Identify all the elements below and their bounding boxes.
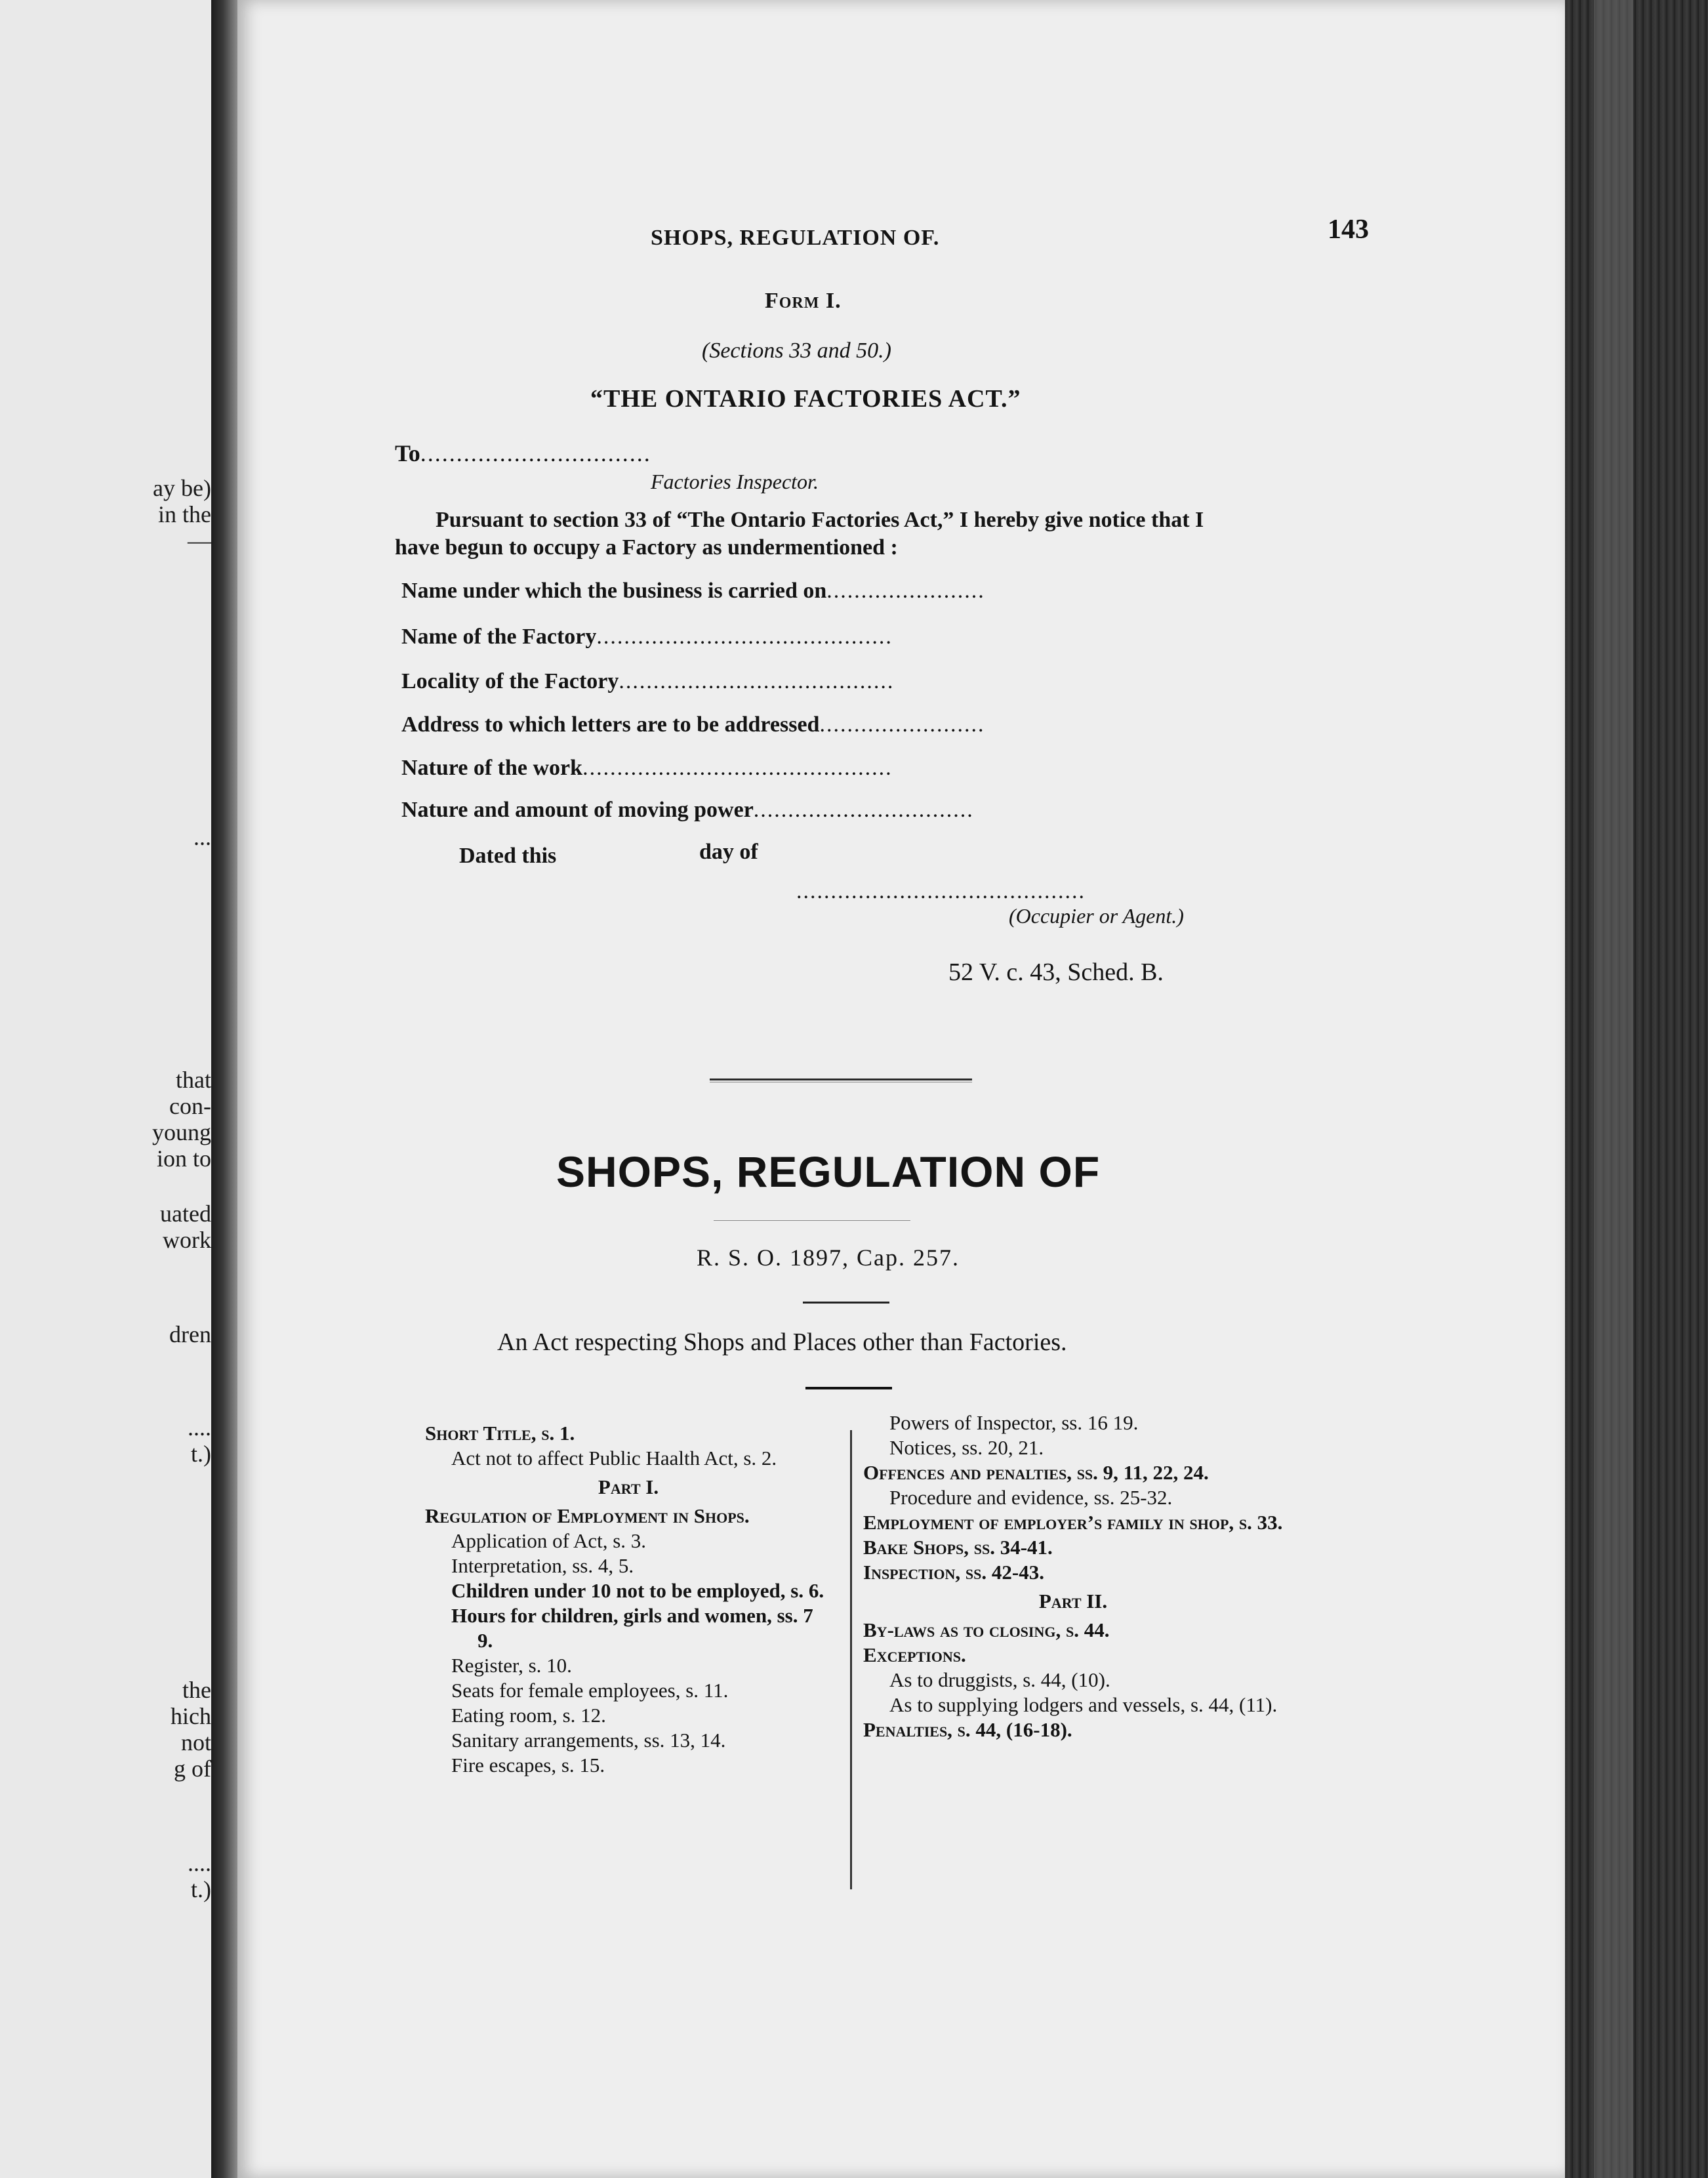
contents-entry: Sanitary arrangements, ss. 13, 14. <box>451 1729 726 1752</box>
contents-entry: Act not to affect Public Haalth Act, s. 2. <box>451 1447 777 1469</box>
form-field-factory-name <box>401 625 893 649</box>
facing-page-fragment: t.) <box>191 1876 211 1902</box>
contents-entry: Register, s. 10. <box>451 1654 572 1677</box>
facing-page-fragment: dren <box>169 1321 211 1347</box>
dated-label: Dated this <box>459 844 557 868</box>
facing-page-fragment: ay be) <box>153 475 211 501</box>
rso-reference: R. S. O. 1897, Cap. 257. <box>697 1244 960 1271</box>
field-blank: ........................................... <box>596 625 893 649</box>
contents-entry: Procedure and evidence, ss. 25-32. <box>889 1486 1173 1509</box>
contents-entry: Interpretation, ss. 4, 5. <box>451 1554 634 1577</box>
contents-entry: Penalties, s. 44, (16-18). <box>863 1718 1072 1741</box>
facing-page-fragment: — <box>188 527 211 554</box>
page-number: 143 <box>1328 215 1369 245</box>
field-label: Nature and amount of moving power <box>401 798 754 822</box>
notice-paragraph: Pursuant to section 33 of “The Ontario Factories Act,” I hereby give notice that I have begun to occupy a Factory as undermentioned : <box>395 508 1204 560</box>
field-blank: ....................... <box>826 579 985 603</box>
field-blank: ........................ <box>819 712 985 737</box>
contents-entry: Offences and penalties, ss. 9, 11, 22, 24. <box>863 1461 1209 1484</box>
fore-edge-strip <box>1594 0 1633 2178</box>
form-title: Form I. <box>765 289 842 313</box>
page-143 <box>237 0 1565 2178</box>
facing-page-fragment: con- <box>169 1093 211 1119</box>
contents-entry: Notices, ss. 20, 21. <box>889 1436 1044 1459</box>
contents-entry: By-laws as to closing, s. 44. <box>863 1618 1110 1641</box>
facing-page-fragment: young <box>152 1119 211 1145</box>
part-heading: Part II. <box>1038 1590 1108 1613</box>
addressee-line <box>395 440 651 467</box>
field-label: Locality of the Factory <box>401 669 619 693</box>
contents-entry: Eating room, s. 12. <box>451 1704 606 1727</box>
field-label: Name under which the business is carried on <box>401 579 827 603</box>
field-blank: ........................................ <box>619 669 895 693</box>
contents-entry: Powers of Inspector, ss. 16 19. <box>889 1411 1139 1434</box>
contents-entry: Fire escapes, s. 15. <box>451 1754 605 1777</box>
field-label: Name of the Factory <box>401 625 597 649</box>
field-label: Nature of the work <box>401 756 583 780</box>
contents-entry: As to supplying lodgers and vessels, s. 44, (11). <box>889 1693 1278 1716</box>
title-rule <box>714 1220 910 1221</box>
sections-reference: (Sections 33 and 50.) <box>702 339 891 363</box>
running-head: SHOPS, REGULATION OF. <box>651 226 940 250</box>
facing-page-fragment: ion to <box>156 1145 211 1172</box>
act-name-heading: “THE ONTARIO FACTORIES ACT.” <box>590 385 1021 413</box>
contents-column-right <box>863 1410 1283 1742</box>
facing-page-fragment: t.) <box>191 1441 211 1467</box>
field-blank: ............................................. <box>582 756 893 780</box>
facing-page-fragment: hich <box>171 1703 211 1729</box>
field-label: Address to which letters are to be addressed <box>401 712 820 737</box>
form-field-letter-address <box>401 712 985 737</box>
statute-citation: 52 V. c. 43, Sched. B. <box>948 958 1164 986</box>
contents-entry: Children under 10 not to be employed, s. 6. <box>451 1579 824 1602</box>
inspector-caption: Factories Inspector. <box>651 470 819 493</box>
facing-page-fragment: g of <box>174 1756 211 1782</box>
part-heading: Part I. <box>598 1475 659 1498</box>
field-blank: ................................ <box>753 798 974 822</box>
facing-page-fragment: that <box>176 1067 211 1093</box>
contents-entry: As to druggists, s. 44, (10). <box>889 1668 1110 1691</box>
contents-entry: Inspection, ss. 42-43. <box>863 1561 1044 1584</box>
book-gutter <box>211 0 237 2178</box>
column-divider <box>850 1430 852 1889</box>
form-field-factory-locality <box>401 669 894 694</box>
signature-caption: (Occupier or Agent.) <box>1009 904 1184 928</box>
contents-entry: Exceptions. <box>863 1643 966 1666</box>
facing-page-fragment: .... <box>188 1414 211 1441</box>
form-field-business-name <box>401 579 985 604</box>
form-field-moving-power <box>401 798 974 823</box>
to-label: To <box>395 440 420 466</box>
act-preamble: An Act respecting Shops and Places other than Factories. <box>497 1328 1067 1356</box>
facing-page-fragment: work <box>163 1227 211 1253</box>
facing-page <box>0 0 211 2178</box>
contents-entry: Seats for female employees, s. 11. <box>451 1679 729 1702</box>
day-of-label: day of <box>699 840 758 864</box>
act-title: SHOPS, REGULATION OF <box>556 1147 1101 1196</box>
facing-page-fragment: in the <box>158 501 211 527</box>
facing-page-fragment: ... <box>193 824 211 850</box>
short-rule <box>803 1302 889 1304</box>
contents-entry: Employment of employer’s family in shop, s. 33. <box>863 1511 1283 1534</box>
facing-page-fragment: .... <box>188 1850 211 1876</box>
form-field-work-nature <box>401 756 893 781</box>
contents-column-left <box>425 1421 832 1778</box>
contents-entry: Short Title, s. 1. <box>425 1422 575 1445</box>
addressee-blank: ................................ <box>420 440 651 466</box>
contents-entry: Regulation of Employment in Shops. <box>425 1504 750 1527</box>
facing-page-fragment: the <box>182 1677 211 1703</box>
section-divider <box>710 1079 972 1082</box>
facing-page-fragment: uated <box>160 1201 211 1227</box>
contents-entry: Application of Act, s. 3. <box>451 1529 647 1552</box>
contents-entry: Hours for children, girls and women, ss. 7 9. <box>451 1604 813 1652</box>
signature-blank: .......................................... <box>796 879 1086 903</box>
facing-page-fragment: not <box>180 1729 211 1756</box>
short-rule <box>805 1387 892 1389</box>
book-fore-edge <box>1565 0 1708 2178</box>
contents-entry: Bake Shops, ss. 34-41. <box>863 1536 1053 1559</box>
